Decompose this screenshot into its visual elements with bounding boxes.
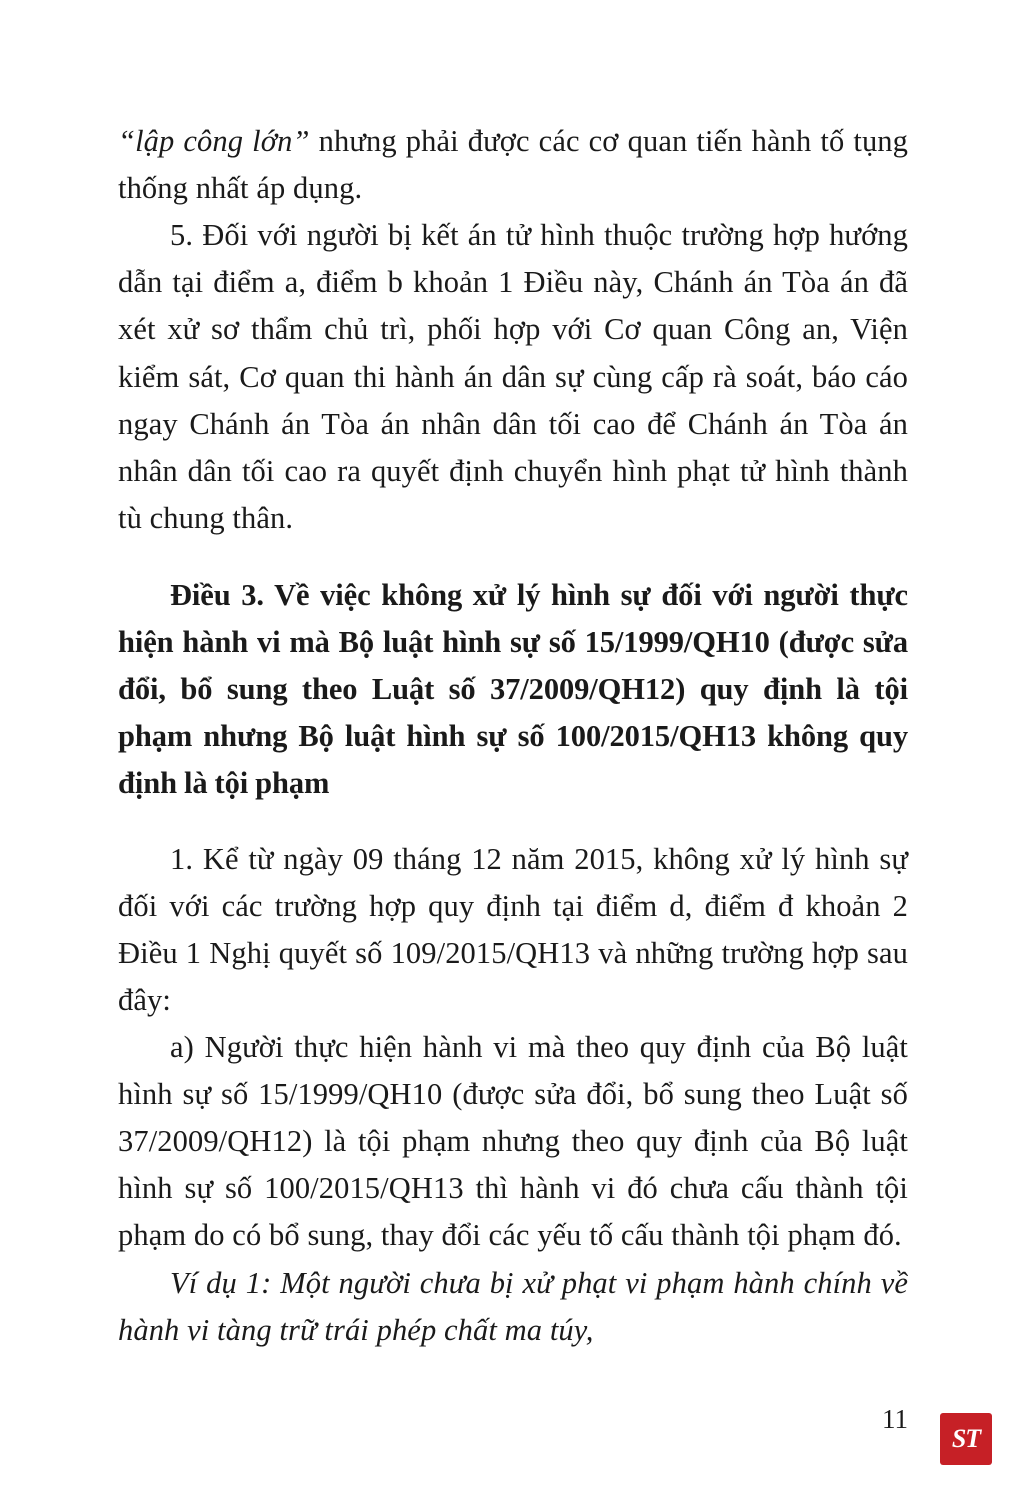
page-body	[118, 118, 908, 1354]
para-point-a	[118, 1024, 908, 1260]
para-clause-5	[118, 212, 908, 542]
text-run: nhưng phải được các cơ quan tiến hành tố tụng thống nhất áp dụng.	[118, 124, 909, 206]
para-continuation	[118, 118, 908, 212]
publisher-logo-icon	[940, 1413, 992, 1465]
text-run: 5. Đối với người bị kết án tử hình thuộc trường hợp hướng dẫn tại điểm a, điểm b khoản 1 Điều này, Chánh án Tòa án đã xét xử sơ thẩm chủ trì, phối hợp với Cơ quan Công an, Viện kiểm sát, Cơ quan thi hành án dân sự cùng cấp rà soát, báo cáo ngay Chánh án Tòa án nhân dân tối cao để Chánh án Tòa án nhân dân tối cao ra quyết định chuyển hình phạt tử hình thành tù chung thân.	[118, 218, 908, 535]
para-clause-1	[118, 836, 908, 1024]
text-run: 1. Kể từ ngày 09 tháng 12 năm 2015, không xử lý hình sự đối với các trường hợp quy định tại điểm d, điểm đ khoản 2 Điều 1 Nghị quyết số 109/2015/QH13 và những trường hợp sau đây:	[118, 841, 908, 1017]
heading-dieu-3	[118, 572, 908, 808]
italic-text: Ví dụ 1: Một người chưa bị xử phạt vi phạm hành chính về hành vi tàng trữ trái phép chất ma túy,	[118, 1265, 908, 1347]
italic-text: “lập công lớn”	[118, 124, 310, 158]
text-run: Điều 3. Về việc không xử lý hình sự đối với người thực hiện hành vi mà Bộ luật hình sự số 15/1999/QH10 (được sửa đổi, bổ sung theo Luật số 37/2009/QH12) quy định là tội phạm nhưng Bộ luật hình sự số 100/2015/QH13 không quy định là tội phạm	[118, 577, 908, 801]
page-number: 11	[882, 1404, 908, 1434]
publisher-logo-text: ST	[951, 1424, 981, 1453]
para-example-1	[118, 1260, 908, 1354]
text-run: a) Người thực hiện hành vi mà theo quy định của Bộ luật hình sự số 15/1999/QH10 (được sửa đổi, bổ sung theo Luật số 37/2009/QH12) là tội phạm nhưng theo quy định của Bộ luật hình sự số 100/2015/QH13 thì hành vi đó chưa cấu thành tội phạm do có bổ sung, thay đổi các yếu tố cấu thành tội phạm đó.	[118, 1029, 908, 1253]
paragraph-list	[118, 118, 908, 1354]
